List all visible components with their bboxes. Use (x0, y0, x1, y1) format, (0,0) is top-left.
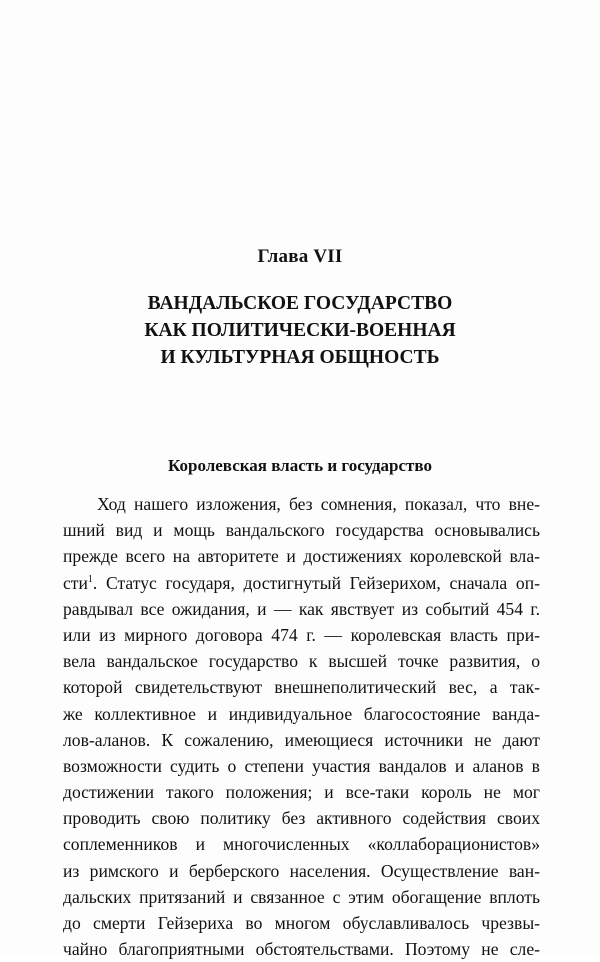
chapter-title-line: И КУЛЬТУРНАЯ ОБЩНОСТЬ (160, 347, 440, 368)
text-fragment: . Статус государя, достигнутый Гейзерихом, сначала оп- (92, 572, 540, 593)
body-paragraph (63, 491, 540, 962)
text-line: вела вандальское государство к высшей точке развития, о (63, 651, 540, 672)
text-line: которой свидетельствуют внешнеполитический вес, а так- (63, 677, 540, 698)
text-line: из римского и берберского населения. Осуществление ван- (63, 860, 540, 881)
chapter-title (0, 290, 600, 371)
text-line (63, 570, 540, 596)
text-line: возможности судить о степени участия вандалов и аланов в (63, 755, 540, 776)
text-line: прежде всего на авторитете и достижениях королевской вла- (63, 546, 540, 567)
text-line: шний вид и мощь вандальского государства основывались (63, 520, 540, 541)
text-line: достижении такого положения; и все-таки король не мог (63, 782, 540, 803)
section-heading: Королевская власть и государство (168, 456, 432, 475)
text-line: равдывал все ожидания, и — как явствует из событий 454 г. (63, 598, 540, 619)
text-line: лов-аланов. К сожалению, имеющиеся источники не дают (63, 729, 540, 750)
chapter-number: Глава VII (257, 246, 343, 267)
text-line: же коллективное и индивидуальное благосостояние ванда- (63, 703, 540, 724)
chapter-title-line: КАК ПОЛИТИЧЕСКИ-ВОЕННАЯ (144, 320, 456, 341)
chapter-title-line: ВАНДАЛЬСКОЕ ГОСУДАРСТВО (147, 293, 453, 314)
text-fragment: сти (63, 572, 88, 593)
text-line: или из мирного договора 474 г. — королевская власть при- (63, 624, 540, 645)
text-line: Ход нашего изложения, без сомнения, показал, что вне- (97, 494, 540, 514)
text-line: чайно благоприятными обстоятельствами. Поэтому не сле- (63, 939, 540, 960)
text-line: соплеменников и многочисленных «коллаборационистов» (63, 834, 540, 855)
footnote-reference[interactable]: 1 (87, 573, 93, 585)
text-line: до смерти Гейзериха во многом обуславливалось чрезвы- (63, 913, 540, 933)
text-line: проводить свою политику без активного содействия своих (63, 808, 540, 829)
text-line: дальских притязаний и связанное с этим обогащение вплоть (63, 886, 540, 907)
